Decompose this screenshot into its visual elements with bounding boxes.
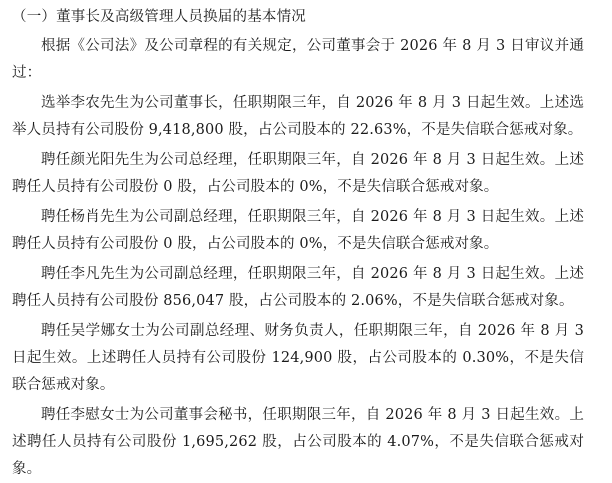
section-heading: （一）董事长及高级管理人员换届的基本情况	[12, 9, 306, 25]
board-secretary-paragraph: 聘任李慰女士为公司董事会秘书，任职期限三年，自 2026 年 8 月 3 日起生效。上述聘任人员持有公司股份 1,695,262 股，占公司股本的 4.07%，不是失信联合惩戒对象。	[12, 407, 584, 477]
chairman-election-paragraph: 选举李农先生为公司董事长，任职期限三年，自 2026 年 8 月 3 日起生效。上述选举人员持有公司股份 9,418,800 股，占公司股本的 22.63%，不是失信联合惩戒对象。	[12, 95, 584, 138]
general-manager-appointment-paragraph: 聘任颜光阳先生为公司总经理，任职期限三年，自 2026 年 8 月 3 日起生效。上述聘任人员持有公司股份 0 股，占公司股本的 0%，不是失信联合惩戒对象。	[12, 152, 584, 195]
deputy-gm-li-paragraph: 聘任李凡先生为公司副总经理，任职期限三年，自 2026 年 8 月 3 日起生效。上述聘任人员持有公司股份 856,047 股，占公司股本的 2.06%，不是失信联合惩戒对象。	[12, 266, 584, 309]
deputy-gm-yang-paragraph: 聘任杨肖先生为公司副总经理，任职期限三年，自 2026 年 8 月 3 日起生效。上述聘任人员持有公司股份 0 股，占公司股本的 0%，不是失信联合惩戒对象。	[12, 209, 584, 252]
intro-paragraph: 根据《公司法》及公司章程的有关规定，公司董事会于 2026 年 8 月 3 日审议并通过：	[12, 38, 584, 81]
deputy-gm-cfo-wu-paragraph: 聘任吴学娜女士为公司副总经理、财务负责人，任职期限三年，自 2026 年 8 月 3 日起生效。上述聘任人员持有公司股份 124,900 股，占公司股本的 0.30%，不是失信联合惩戒对象。	[12, 323, 584, 393]
